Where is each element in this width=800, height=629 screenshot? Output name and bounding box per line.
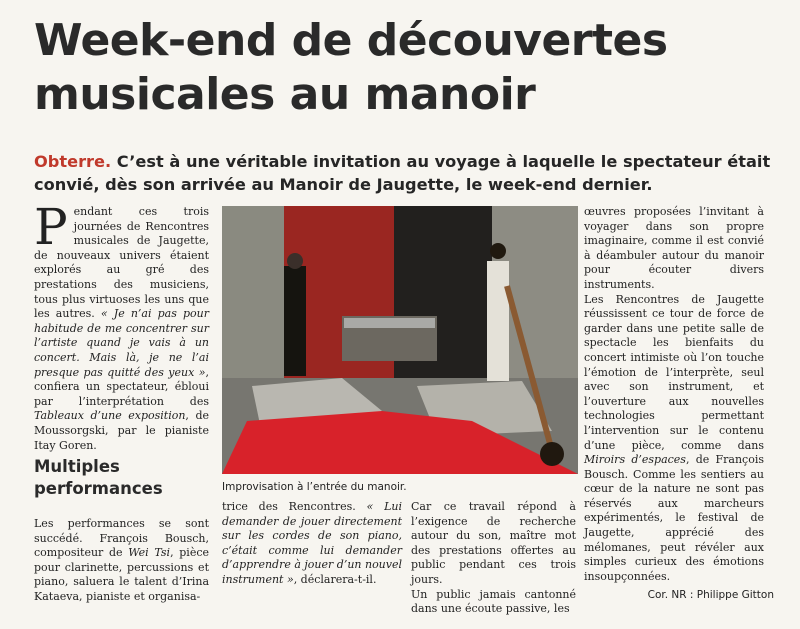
column-2-right — [411, 500, 576, 617]
lede-place: Obterre. — [34, 152, 112, 171]
col3-work-title: Miroirs d’espaces — [584, 453, 686, 467]
stone-wall-left — [222, 206, 284, 386]
col2-text-b: , déclarera-t-il. — [293, 572, 377, 586]
headline-line-2: musicales au manoir — [34, 69, 536, 120]
column-3-paragraph-1: œuvres proposées l’invitant à voyager dans son propre imaginaire, comme il est convié à déambuler autour du manoir pour écouter divers instruments. — [584, 205, 764, 291]
col1b-text-a: Les performances se sont succédé. François Bousch, compositeur de — [34, 517, 209, 560]
column-2c-paragraph-2: Un public jamais cantonné dans une écoute passive, les — [411, 587, 576, 616]
column-2-paragraph — [222, 500, 402, 588]
col1b-text-b: , pièce pour clarinette, percussions et piano, saluera le talent d’Irina Kataeva, pianiste et organisa- — [34, 546, 210, 603]
lede-text: C’est à une véritable invitation au voyage à laquelle le spectateur était convié, dès son arrivée au Manoir de Jaugette, le week-end dernier. — [34, 152, 771, 194]
col1-work-title: Tableaux d’une exposition — [34, 409, 186, 423]
photo-credit: Cor. NR : Philippe Gitton — [647, 589, 774, 601]
col3-text-a: Les Rencontres de Jaugette réussissent ce tour de force de garder dans une petite salle de spectacle les bienfaits du concert intimiste où l’on touche l’émotion de l’interprète, seul avec son instrument, et l’ouverture aux nouvelles technologies permettant l’intervention sur le contenu d’une pièce, comme dans — [584, 292, 764, 452]
col3-text-b: , de François Bousch. Comme les sentiers au cœur de la nature ne sont pas réservés aux marcheurs expérimentés, le festival de Jaugette, apprécié des mélomanes, peut révéler aux simples curieux des émotions insoupçonnées. — [584, 453, 764, 583]
col1b-work-title: Wei Tsi — [128, 546, 171, 560]
drop-cap: P — [34, 198, 68, 256]
column-1-continued — [34, 517, 209, 605]
headline-line-1: Week-end de découvertes — [34, 15, 668, 66]
column-2 — [222, 500, 402, 588]
musician-alphorn — [487, 261, 509, 381]
photo-caption: Improvisation à l’entrée du manoir. — [222, 481, 407, 493]
column-2c-paragraph-1: Car ce travail répond à l’exigence de recherche autour du son, maître mot des prestations offertes au public pendant ces trois jours. — [411, 500, 576, 586]
col2-text-a: trice des Rencontres. — [222, 500, 367, 513]
headline — [34, 14, 774, 122]
subhead: Multiples performances — [34, 457, 163, 498]
lede — [34, 150, 774, 196]
column-1b-paragraph — [34, 517, 209, 605]
col1-text-c: , de Moussorgski, par le pianiste Itay Goren. — [34, 409, 209, 452]
column-3 — [584, 205, 764, 584]
col1-text-a: endant ces trois journées de Rencontres musicales de Jaugette, de nouveaux univers étaient explorés au gré des prestations des musiciens, tous plus virtuoses les uns que les autres. — [34, 205, 209, 321]
column-1 — [34, 198, 210, 453]
column-3-paragraph-2 — [584, 293, 764, 585]
musician-left — [284, 266, 306, 376]
col1-quote: « Je n’ai pas pour habitude de me concentrer sur l’artiste quand je vais à un concert. Mais là, je ne l’ai presque pas quitté des yeux » — [34, 307, 210, 379]
col2-quote: « Lui demander de jouer directement sur les cordes de son piano, c’était comme lui demander d’apprendre à jouer d’un nouvel instrument » — [222, 500, 403, 586]
concert-photo — [222, 206, 578, 474]
col1-text-b: , confiera un spectateur, ébloui par l’interprétation des — [34, 365, 209, 408]
